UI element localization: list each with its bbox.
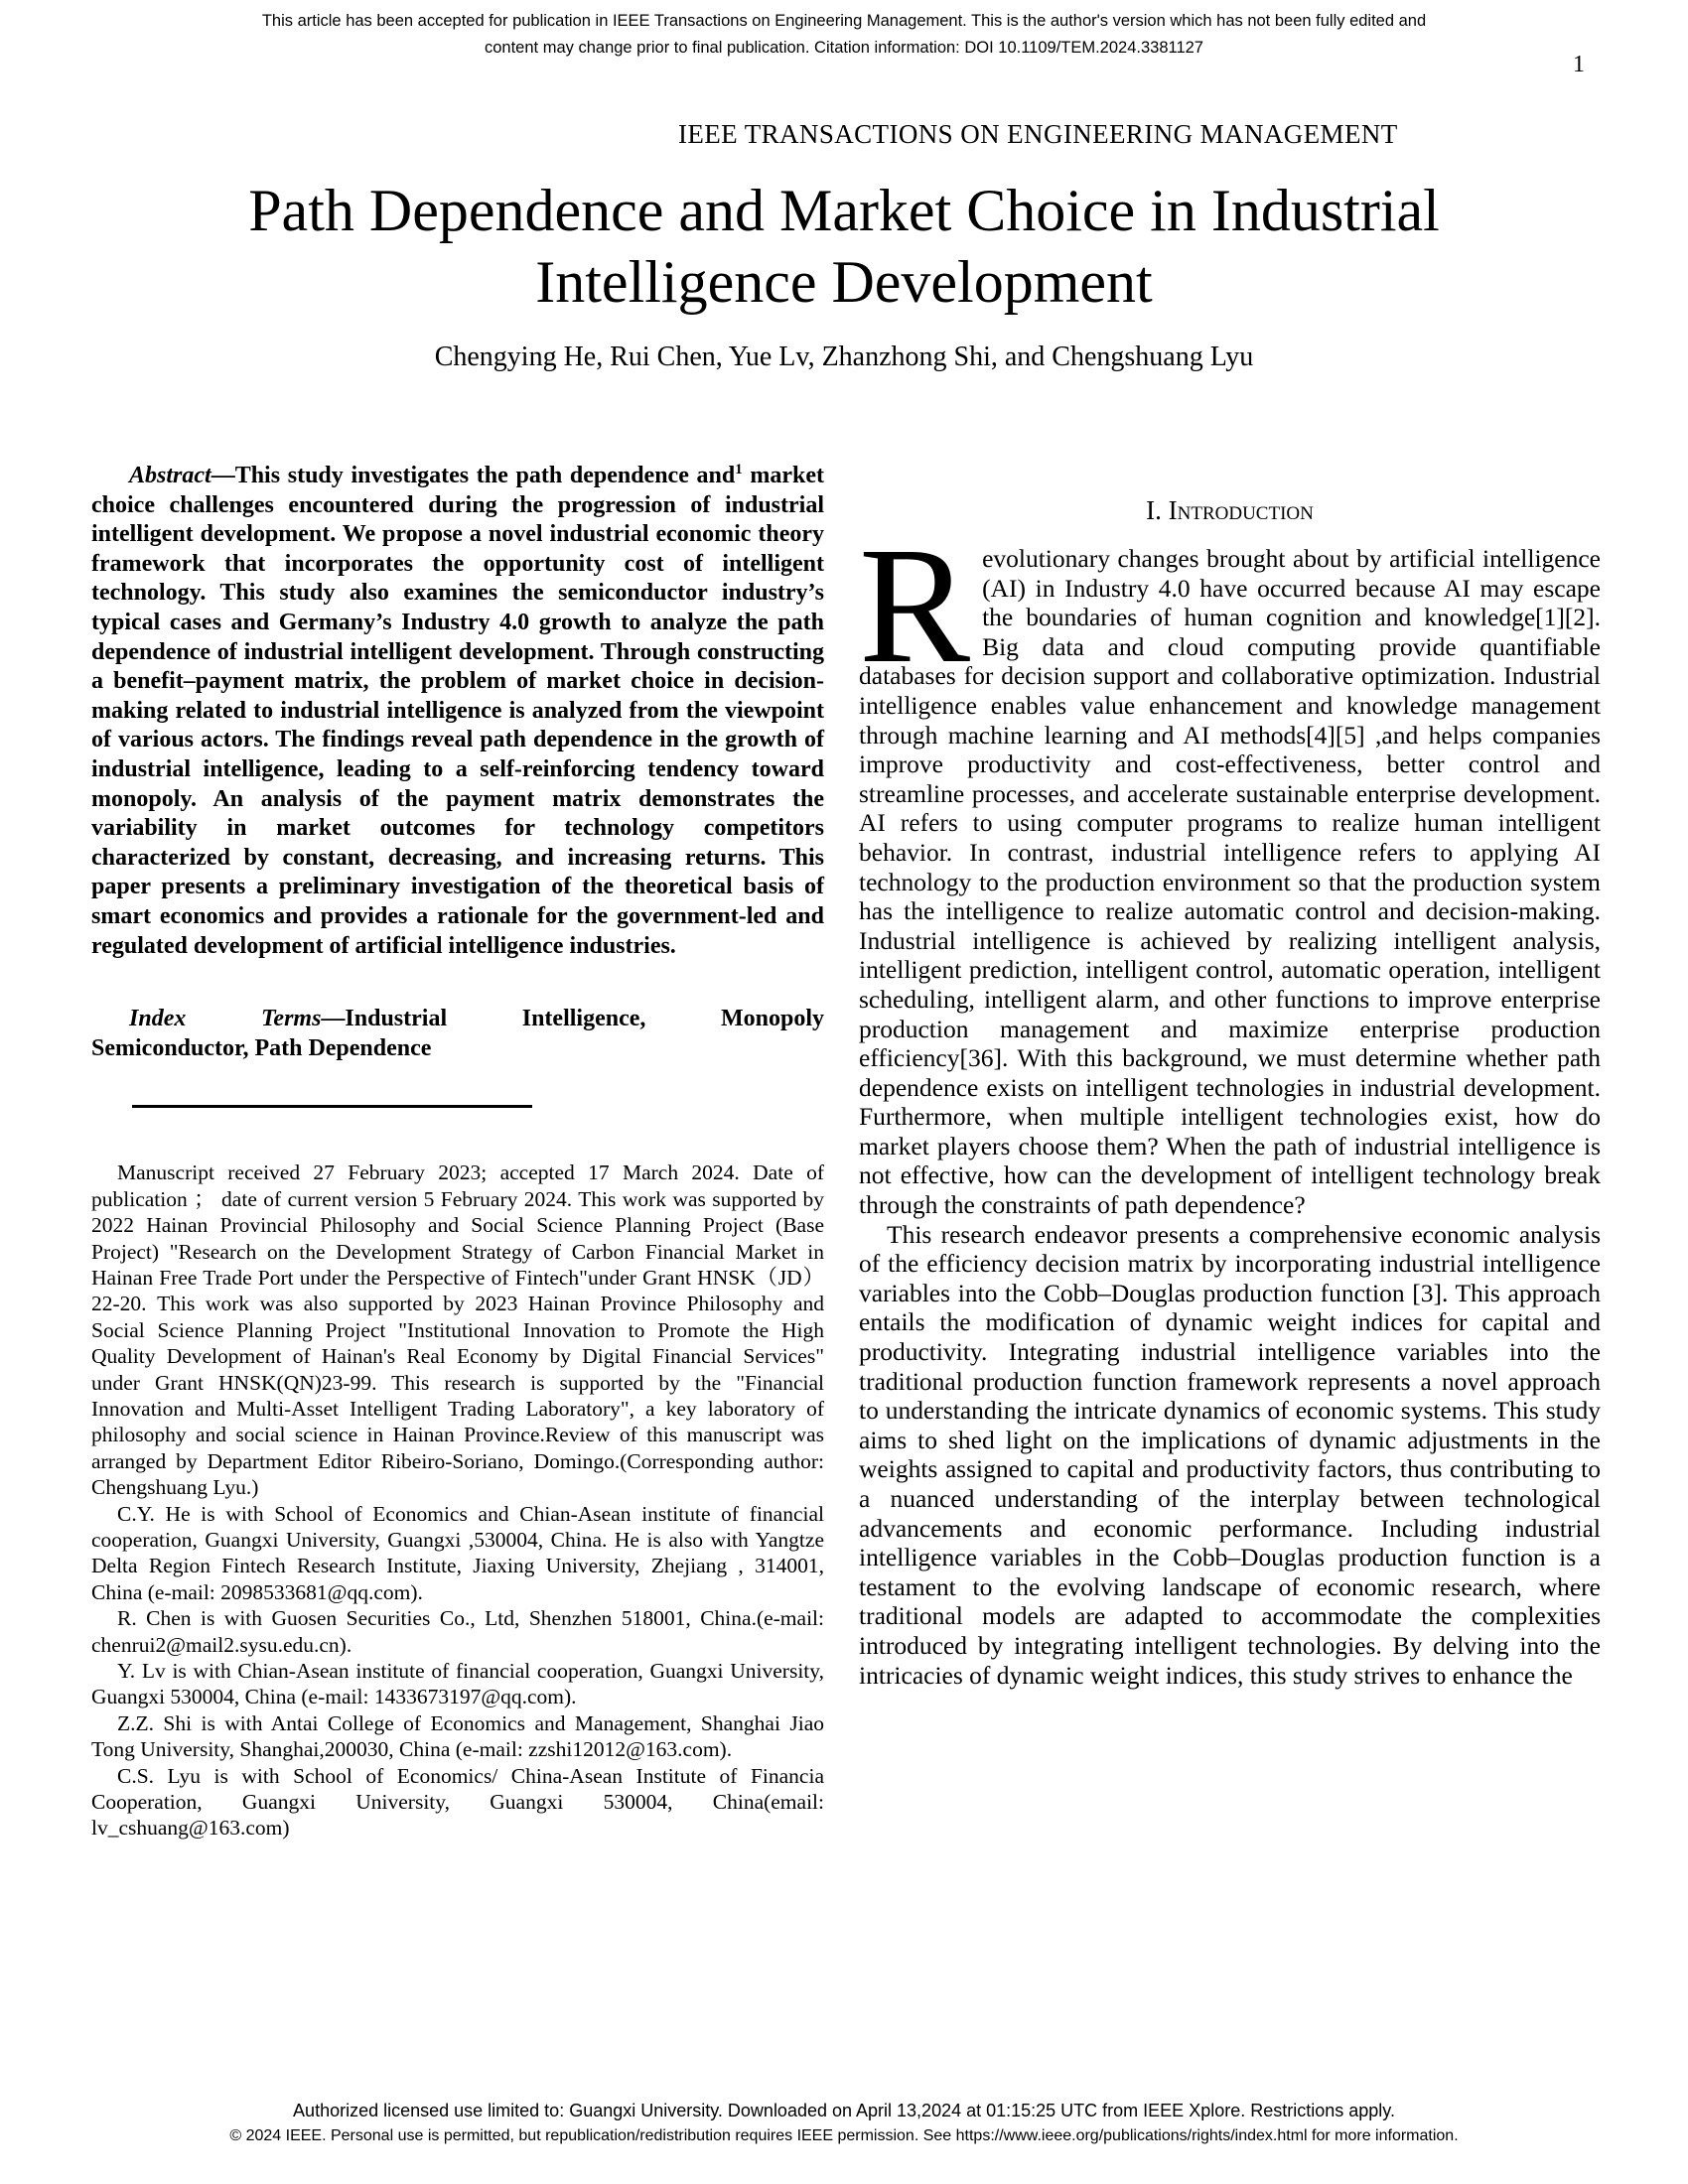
footnote-affiliation-lv: Y. Lv is with Chian-Asean institute of financial cooperation, Guangxi University, Guangxi 530004, China (e-mail: 1433673197@qq.com). — [91, 1659, 824, 1709]
drop-cap: R — [859, 513, 971, 698]
first-page-footnotes — [91, 1160, 824, 1842]
abstract-text-part1: This study investigates the path dependence and — [234, 463, 736, 488]
index-terms-line-2: Semiconductor, Path Dependence — [91, 1034, 432, 1061]
license-footer — [0, 2097, 1688, 2148]
abstract-paragraph — [91, 462, 824, 961]
index-terms-line-1 — [91, 1005, 824, 1034]
footnote-affiliation-chen: R. Chen is with Guosen Securities Co., Ltd, Shenzhen 518001, China.(e-mail: chenrui2@mail2.sysu.edu.cn). — [91, 1606, 824, 1657]
abstract-text-part2: market choice challenges encountered during the progression of industrial intelligent development. We propose a novel industrial economic theory framework that incorporates the opportunity cost of intelligent technology. This study also examines the semiconductor industry’s typical cases and Germany’s Industry 4.0 growth to analyze the path dependence of industrial intelligent development. Through constructing a benefit–payment matrix, the problem of market choice in decision-making related to industrial intelligence is analyzed from the viewpoint of various actors. The findings reveal path dependence in the growth of industrial intelligence, leading to a self-reinforcing tendency toward monopoly. An analysis of the payment matrix demonstrates the variability in market outcomes for technology competitors characterized by constant, decreasing, and increasing returns. This paper presents a preliminary investigation of the theoretical basis of smart economics and provides a rationale for the government-led and regulated development of artificial intelligence industries. — [91, 463, 824, 959]
page-number: 1 — [1573, 52, 1585, 77]
footnote-affiliation-shi: Z.Z. Shi is with Antai College of Economics and Management, Shanghai Jiao Tong University, Shanghai,200030, China (e-mail: zzshi12012@163.com). — [91, 1710, 824, 1762]
introduction-paragraph-2: This research endeavor presents a comprehensive economic analysis of the efficiency decision matrix by incorporating industrial intelligence variables into the Cobb–Douglas production function [3]. This approach entails the modification of dynamic weight indices for capital and productivity. Integrating industrial intelligence variables into the traditional production function framework represents a novel approach to understanding the intricate dynamics of economic systems. This study aims to shed light on the implications of dynamic adjustments in the weights assigned to capital and productivity factors, thus contributing to a nuanced understanding of the interplay between technological advancements and economic performance. Including industrial intelligence variables in the Cobb–Douglas production function is a testament to the evolving landscape of economic research, where traditional models are adapted to accommodate the complexities introduced by integrating intelligent technologies. By delving into the intricacies of dynamic weight indices, this study strives to enhance the — [859, 1219, 1601, 1690]
abstract-dash: — — [211, 463, 235, 488]
license-footer-line-2: © 2024 IEEE. Personal use is permitted, but republication/redistribution requires IEEE permission. See https://www.ieee.org/publications/rights/index.html for more information. — [229, 2127, 1459, 2144]
two-column-body — [91, 462, 1601, 1842]
introduction-paragraph-1 — [859, 513, 1601, 1220]
footnote-affiliation-he: C.Y. He is with School of Economics and Chian-Asean institute of financial cooperation, Guangxi University, Guangxi ,530004, China. He is also with Yangtze Delta Region Fintech Research Institute, Jiaxing University, Zhejiang , 314001, China (e-mail: 2098533681@qq.com). — [91, 1501, 824, 1604]
index-terms-paragraph — [91, 1005, 824, 1063]
abstract-label: Abstract — [129, 463, 211, 488]
footnote-marker: 1 — [735, 462, 743, 478]
section-heading-introduction: I. Introduction — [1146, 495, 1314, 525]
left-column — [91, 462, 824, 1842]
journal-running-head: IEEE TRANSACTIONS ON ENGINEERING MANAGEMENT — [678, 119, 1398, 149]
footnote-affiliation-lyu: C.S. Lyu is with School of Economics/ China-Asean Institute of Financia Cooperation, Guangxi University, Guangxi 530004, China(email: lv_cshuang@163.com) — [91, 1763, 824, 1841]
paper-title-line-1: Path Dependence and Market Choice in Industrial — [248, 178, 1440, 243]
index-terms-label: Index Terms — [129, 1006, 322, 1032]
footnote-separator-rule — [132, 1105, 532, 1108]
footnote-manuscript-history: Manuscript received 27 February 2023; accepted 17 March 2024. Date of publication ； date of current version 5 February 2024. This work was supported by 2022 Hainan Provincial Philosophy and Social Science Planning Project (Base Project) "Research on the Development Strategy of Carbon Financial Market in Hainan Free Trade Port under the Perspective of Fintech"under Grant HNSK（JD）22-20. This work was also supported by 2023 Hainan Province Philosophy and Social Science Planning Project "Institutional Innovation to Promote the High Quality Development of Hainan's Real Economy by Digital Financial Services" under Grant HNSK(QN)23-99. This research is supported by the "Financial Innovation and Multi-Asset Intelligent Trading Laboratory", a key laboratory of philosophy and social science in Hainan Province.Review of this manuscript was arranged by Department Editor Ribeiro-Soriano, Domingo.(Corresponding author: Chengshuang Lyu.) — [91, 1160, 824, 1500]
introduction-paragraph-1-text: evolutionary changes brought about by artificial intelligence (AI) in Industry 4.0 have occurred because AI may escape the boundaries of human cognition and knowledge[1][2]. Big data and cloud computing provide quantifiable databases for decision support and collaborative optimization. Industrial intelligence enables value enhancement and knowledge management through machine learning and AI methods[4][5] ,and helps companies improve productivity and cost-effectiveness, better control and streamline processes, and accelerate sustainable enterprise development. AI refers to using computer programs to realize human intelligent behavior. In contrast, industrial intelligence refers to applying AI technology to the production environment so that the production system has the intelligence to realize automatic control and decision-making. Industrial intelligence is achieved by realizing intelligent analysis, intelligent prediction, intelligent control, automatic operation, intelligent scheduling, intelligent alarm, and other functions to improve enterprise production management and maximize enterprise production efficiency[36]. With this background, we must determine whether path dependence exists on intelligent technologies in industrial development. Furthermore, when multiple intelligent technologies exist, how do market players choose them? When the path of industrial intelligence is not effective, how can the development of intelligent technology break through the constraints of path dependence? — [859, 544, 1601, 1220]
index-terms-line-1-rest: —Industrial Intelligence, Monopoly — [321, 1006, 825, 1032]
acceptance-notice-line-2: content may change prior to final publication. Citation information: DOI 10.1109/TEM.2024.3381127 — [485, 39, 1203, 57]
acceptance-notice-line-1: This article has been accepted for publication in IEEE Transactions on Engineering Management. This is the author's version which has not been fully edited and — [261, 12, 1427, 30]
acceptance-notice — [0, 8, 1688, 62]
paper-title — [0, 175, 1688, 318]
right-column — [859, 462, 1601, 1842]
author-list: Chengying He, Rui Chen, Yue Lv, Zhanzhong Shi, and Chengshuang Lyu — [434, 341, 1254, 372]
license-footer-line-1: Authorized licensed use limited to: Guangxi University. Downloaded on April 13,2024 at 01:15:25 UTC from IEEE Xplore. Restrictions apply. — [293, 2101, 1395, 2120]
paper-title-line-2: Intelligence Development — [535, 249, 1153, 315]
